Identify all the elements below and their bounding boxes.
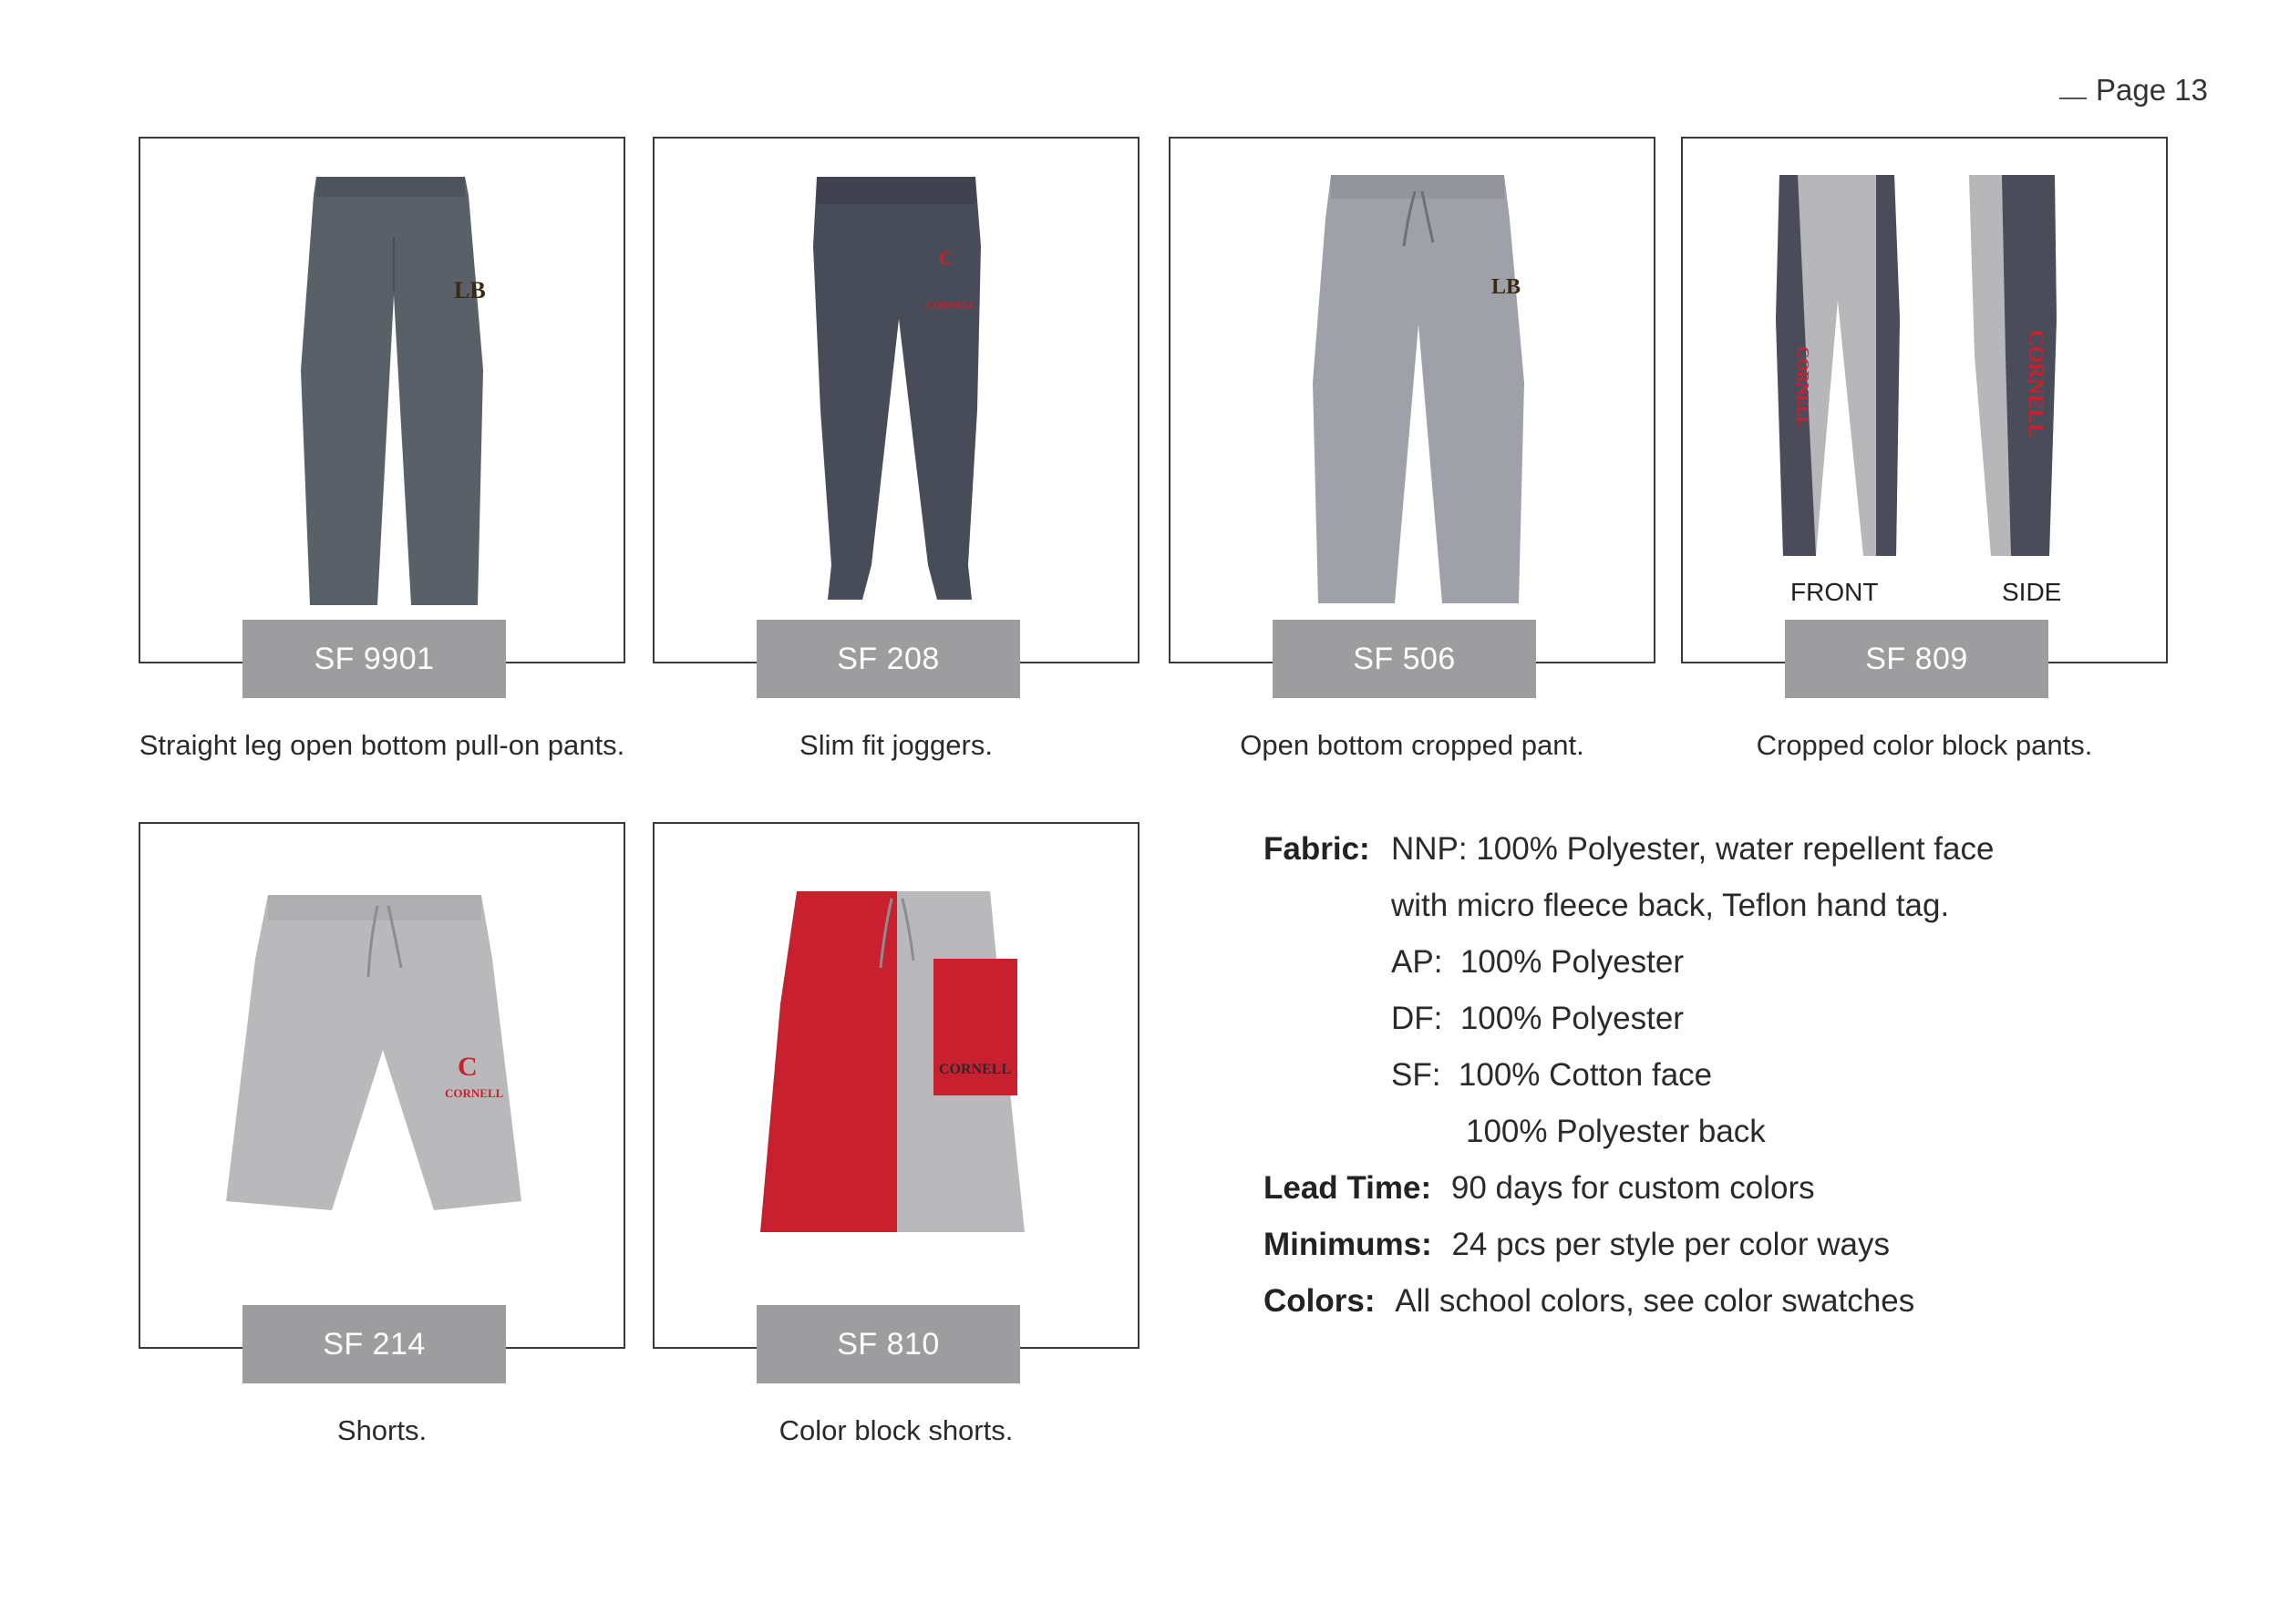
product-code: SF 506 <box>1273 620 1536 698</box>
product-code: SF 809 <box>1785 620 2048 698</box>
fabric-line: 100% Polyester back <box>1466 1114 1766 1149</box>
lb-logo: LB <box>454 277 486 303</box>
product-code: SF 810 <box>757 1305 1020 1383</box>
cornell-text: CORNELL <box>926 300 976 311</box>
colors-value: All school colors, see color swatches <box>1395 1283 1915 1319</box>
product-description: Color block shorts. <box>779 1414 1014 1446</box>
c-logo: C <box>458 1052 478 1082</box>
product-description: Open bottom cropped pant. <box>1240 729 1584 761</box>
side-view-label: SIDE <box>2002 578 2062 606</box>
fabric-label: Fabric: <box>1263 831 1370 867</box>
dash-decoration <box>2059 98 2087 99</box>
slim-joggers-image <box>653 137 1140 660</box>
fabric-line: with micro fleece back, Teflon hand tag. <box>1391 888 1950 923</box>
c-logo: C <box>939 246 954 269</box>
fabric-row <box>1263 831 1370 868</box>
product-description: Straight leg open bottom pull-on pants. <box>139 729 625 761</box>
minimums-row <box>1263 1227 1890 1263</box>
color-block-shorts-image <box>653 822 1140 1345</box>
straight-leg-pants-image <box>139 137 625 660</box>
lb-logo: LB <box>1491 275 1521 299</box>
fabric-line: DF: 100% Polyester <box>1391 1001 1684 1036</box>
cornell-text: CORNELL <box>445 1086 504 1100</box>
cornell-text: CORNELL <box>2024 330 2047 438</box>
colors-row <box>1263 1283 1914 1320</box>
fabric-line: AP: 100% Polyester <box>1391 944 1684 980</box>
cropped-pants-image <box>1169 137 1655 660</box>
minimums-label: Minimums: <box>1263 1227 1432 1262</box>
page-number-label: Page 13 <box>2096 73 2208 107</box>
minimums-value: 24 pcs per style per color ways <box>1451 1227 1890 1262</box>
product-code: SF 208 <box>757 620 1020 698</box>
product-code: SF 9901 <box>242 620 506 698</box>
lead-time-row <box>1263 1170 1815 1207</box>
fabric-line: SF: 100% Cotton face <box>1391 1057 1713 1093</box>
product-description: Slim fit joggers. <box>799 729 993 761</box>
colors-label: Colors: <box>1263 1283 1376 1319</box>
product-code: SF 214 <box>242 1305 506 1383</box>
lead-time-value: 90 days for custom colors <box>1450 1170 1815 1206</box>
front-view-label: FRONT <box>1790 578 1879 606</box>
lead-time-label: Lead Time: <box>1263 1170 1432 1206</box>
cornell-text: CORNELL <box>939 1062 1012 1077</box>
page-number <box>2059 73 2208 108</box>
fabric-line: NNP: 100% Polyester, water repellent face <box>1391 831 1995 867</box>
color-block-pants-image <box>1681 137 2168 660</box>
product-description: Shorts. <box>336 1414 428 1446</box>
cornell-text: CORNELL <box>1794 346 1812 428</box>
product-description: Cropped color block pants. <box>1756 729 2093 761</box>
shorts-image <box>139 822 625 1345</box>
